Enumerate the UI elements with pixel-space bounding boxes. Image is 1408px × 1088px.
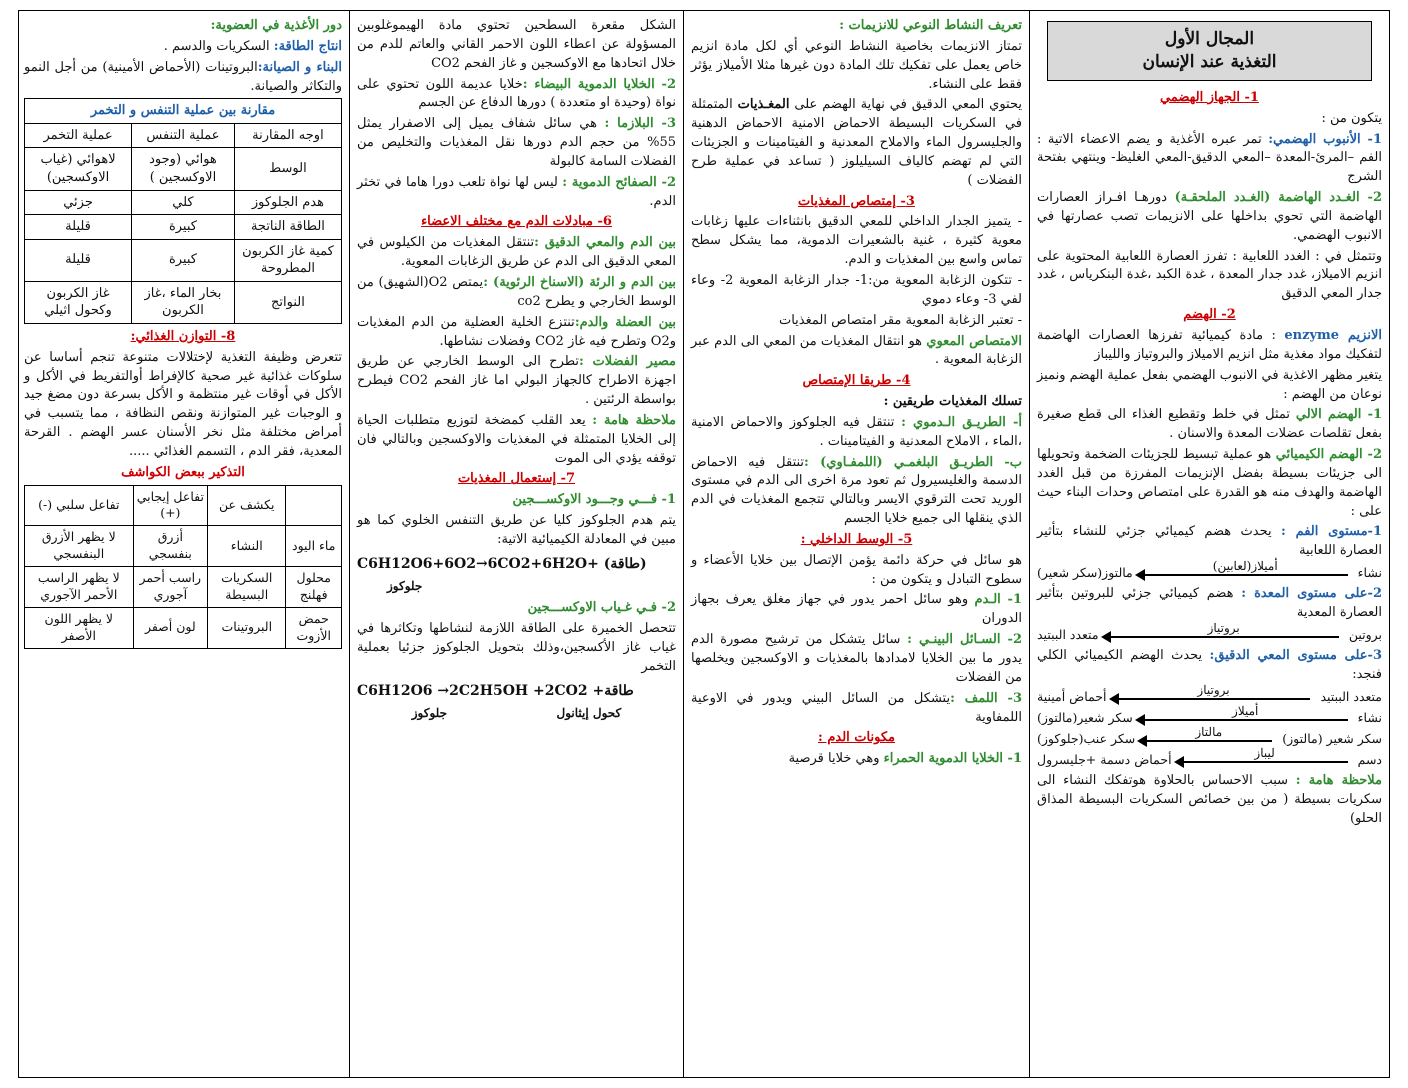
table-row [25,148,342,190]
section-nutrient-use: 7- إستعمال المغذيات [457,471,576,487]
table2-cell: البروتينات [208,607,286,648]
section-blood-components: مكونات الدم : [818,730,895,746]
column-2 [683,11,1029,1077]
platelets-item [357,174,676,212]
stomach-level [1037,585,1382,623]
rx2-enzyme: بروتياز [1207,621,1240,635]
aerobic-text: يتم هدم الجلوكوز كليا عن طريق التنفس الخلوي كما هو مبين في المعادلة الكيميائية الاتية: [357,513,676,547]
equation-fermentation-labels [357,705,676,722]
route-a [691,414,1022,452]
blood-item [691,591,1022,629]
note2-text: يعد القلب كمضخة لتوزيع متطلبات الحياة إلى الخلايا المتمثلة في المغذيات والاوكسجين وبالتالي فان توقفه يؤدي الى الموت [357,412,676,466]
table-row [25,526,342,567]
s1-item1 [1037,131,1382,188]
rx4-arrow [1137,703,1354,725]
ex3-text: تنتزع الخلية العضلية من الدم المغذيات وO2 وتطرح فيه غاز CO2 وفضلات نشاطها. [357,314,676,349]
rx6-enzyme: ليباز [1254,746,1275,761]
ex3-head: بين العضلة والدم: [574,314,677,330]
enzyme-head: الانزيم enzyme [1284,328,1382,343]
ex4-text: تطرح الى الوسط الخارجي عن طريق اجهزة الاطراح كالجهاز البولي اما غاز الفحم CO2 فيطرح بواسطة الرئتين . [357,354,676,408]
rx5-substrate: سكر شعير (مالتوز) [1282,731,1382,746]
mech-text: تمثل في خلط وتقطيع الغذاء الى قطع صغيرة بفعل تقلصات عضلات المعدة والاسنان . [1037,407,1382,442]
intestinal-absorption [691,333,1022,371]
food-balance-text: تتعرض وظيفة التغذية لإختلالات متنوعة تنجم أساسا عن سلوكات غذائية غير صحية كالإفراط أوالتفريط في الأكل و الأكل في أوقات غير منتظمة و الأكل بسرعة دون مضغ جيد و الوجبات غير المتوازنة ونقص النظافة ، مما يتسبب في أمراض مختلفة مثل نخر الأسنان عسر الهضم . القرحة المعدية، فقر الدم ، التسمم الغذائي ..... [24,349,342,459]
ex1-head: بين الدم والمعي الدقيق : [534,235,676,251]
absorption-item-3: - تعتبر الزغابة المعوية مقر امتصاص المغذيات [778,312,1022,328]
intestine-text: يحدث الهضم الكيميائي الكلي فنجد: [1037,648,1382,682]
energy-item [24,38,342,57]
s5-3-head: 3- اللمف : [950,690,1022,706]
note1-head: ملاحظة هامة : [1295,773,1382,789]
note2-head: ملاحظة هامة : [592,412,676,428]
equation-respiration: C6H12O6+6O2→6CO2+6H2O+ (طاقة) [357,555,647,572]
nutrients-text-a: يحتوي المعي الدقيق في نهاية الهضم على [789,97,1022,113]
table2-cell: ماء اليود [286,526,342,567]
rx3-enzyme: بروتياز [1197,682,1230,697]
lymph-item [691,690,1022,728]
table1-cell: غاز الكربون وكحول اثيلي [25,281,132,323]
nutrients-text [691,96,1022,190]
s5-2-text: سائل يتشكل من ترشيح مصورة الدم يدور ما بين الخلايا لامدادها بالمغذيات و الاوكسجين ويخلصها من الفضلات [691,632,1022,685]
rbc-continued: الشكل مقعرة السطحين تحتوي مادة الهيموغلوبين المسؤولة عن اعطاء اللون الاحمر القاني والعاتم للدم من خلال اتحادها مع الاوكسجين و غاز الفحم CO2 [357,18,676,71]
absorption-item-2: - تتكون الزغابة المعوية من:1- جدار الزغابة المعوية 2- وعاء لفي 3- وعاء دموي [691,272,1022,307]
section-food-balance: 8- التوازن الغذائي: [130,328,236,344]
abs-head: الامتصاص المعوي [926,333,1022,349]
intestine-level [1037,647,1382,685]
table2-header-cell: يكشف عن [208,485,286,526]
reaction-5 [1037,725,1382,748]
abs-text: هو انتقال المغذيات من المعي الى الدم عبر الزغابة المعوية . [691,333,1022,368]
route-a-text: تنتقل فيه الجلوكوز والاحماض الامنية ،الماء ، الاملاح المعدنية و الفيتامينات . [691,414,1022,449]
rx6-product: أحماض دسمة +جليسرول [1037,752,1172,768]
rx5-product: سكر عنب(جلوكوز) [1037,731,1136,746]
table-row [25,485,342,526]
title-line1: المجال الأول [1164,29,1255,49]
column-1 [1029,11,1389,1077]
absorption-item-1: - يتميز الجدار الداخلي للمعي الدقيق بانثناءات عليها زغابات معوية كثيرة ، غنية بالشعيرات الدموية، مما يشكل سطح تماس واسع بين المغذيات و الدم. [691,214,1022,268]
table-row [25,123,342,148]
rbc-text: وهي خلايا قرصية [788,751,884,767]
section-absorption-routes: 4- طريقا الإمتصاص [802,373,911,389]
rbc-head: 1- الخلايا الدموية الحمراء [883,751,1022,767]
document-page [18,10,1390,1078]
table2-cell: حمض الأزوت [286,607,342,648]
wbc-text: خلايا عديمة اللون تحتوي على نواة (وحيدة او متعددة ) دورها الدفاع عن الجسم [357,76,676,111]
s1-item1-head: 1- الأنبوب الهضمي: [1268,131,1382,147]
table1-cell: هدم الجلوكوز [234,190,341,215]
note-sweetness [1037,772,1382,829]
table2-cell: راسب أحمر آجوري [133,567,207,608]
title-box [1047,21,1372,81]
rx3-product: أحماض أمينية [1037,688,1107,704]
s1-intro: يتكون من : [1321,110,1382,126]
table-row [25,567,342,608]
title-line2: التغذية عند الإنسان [1142,51,1277,72]
nutrients-word: المغـذيات [737,97,790,113]
section-blood-exchanges: 6- مبادلات الدم مع مختلف الاعضاء [421,214,612,230]
stomach-head: 2-على مستوى المعدة : [1241,586,1382,602]
table2-header-cell: تفاعل سلبي (-) [25,485,134,526]
route-b-head: ب- الطريـق البلغمـي (اللمفـاوي) : [804,454,1022,470]
exchange-2 [357,274,676,312]
eq2-label-ethanol: كحول إيثانول [556,706,622,721]
table2-cell: أزرق بنفسجي [133,526,207,567]
table1-header-cell: اوجه المقارنة [234,123,341,148]
reaction-2 [1037,621,1382,644]
route-b [691,454,1022,529]
table1-cell: كبيرة [132,215,235,240]
build-text: البروتينات (الأحماض الأمينية) من أجل النمو والتكاثر والصيانة. [24,59,342,94]
table2-cell: لا يظهر الراسب الأحمر الآجوري [25,567,134,608]
table-row [25,607,342,648]
rx2-substrate: بروتين [1348,626,1382,642]
table2-header-cell: تفاعل إيجابي (+) [133,485,207,526]
rx5-enzyme: مالتاز [1195,725,1223,740]
enzyme-specificity-text: تمتاز الانزيمات بخاصية النشاط النوعي أي لكل مادة انزيم خاص يعمل على تفكيك تلك المادة دون غيرها مثلا الأميلاز يؤثر فقط على النشاء. [691,38,1022,92]
equation-respiration-label: جلوكوز [387,579,423,594]
mech-digestion [1037,406,1382,444]
rx4-product: سكر شعير(مالتوز) [1037,709,1133,725]
wbc-item [357,76,676,114]
energy-head: انتاج الطاقة: [273,38,342,54]
rx5-arrow [1139,725,1278,746]
mouth-head: 1-مستوى الفم : [1280,524,1382,540]
s1-item2-text2: وتتمثل في : الغدد اللعابية : تفرز العصارة اللعابية المحتوية على انزيم الاميلاز، غدد جدار المعدة ، غدة الكبد ،غدة البنكرياس ، غدد جدار المعي الدقيق [1037,248,1382,302]
intestine-head: 3-على مستوى المعي الدقيق: [1209,648,1382,664]
nutrients-text-c: المتمثلة في السكريات البسيطة الاحماض الامنية الاحماض الدهنية والجليسرول الماء والاملاح المعدنية و الفيتامينات و الجزيئات التي لم تهضم كالياف السيليلوز ( تساعد في عملية طرح الفضلات ) [691,97,1022,188]
section-digestive-system: 1- الجهاز الهضمي [1160,89,1259,105]
table1-cell: جزئي [25,190,132,215]
s1-item1-text: تمر عبره الأغذية و يضم الاعضاء الاتية : الفم –المرئ-المعدة –المعي الدقيق-المعي الغليظ- وينتهي بفتحة الشرج [1037,131,1382,185]
rx1-product: مالتوز(سكر شعير) [1037,565,1133,581]
s1-item2-head: 2- الغـدد الهاضمة (الغـدد الملحقـة) [1174,190,1382,206]
rx3-arrow [1111,682,1317,704]
s1-item2-text: دورهـا افـراز العصارات الهاضمة التي تحوي بداخلها على الانزيمات تصب عصارتها في الانبوب الهضمي. [1037,190,1382,243]
rx2-arrow [1103,621,1345,642]
s5-3-text: يتشكل من السائل البيني ويدور في الاوعية اللمفاوية [691,690,1022,725]
s5-2-head: 2- السـائل البينـي : [907,632,1022,648]
plat-text: ليس لها نواة تلعب دورا هاما في تخثر الدم. [357,174,676,209]
ex4-head: مصير الفضلات : [579,354,676,370]
anaerobic-head: 2- فـي غـياب الاوكســـجين [527,600,676,616]
plasma-item [357,115,676,172]
section-internal-medium: 5- الوسط الداخلي : [800,531,913,547]
waste-fate [357,353,676,410]
table1-cell: كبيرة [132,239,235,281]
table-row [25,281,342,323]
section-digestion: 2- الهضم [1183,307,1236,323]
table1-cell: الطاقة الناتجة [234,215,341,240]
note1-text: سبب الاحساس بالحلاوة هوتفكك النشاء الى سكريات بسيطة ( من بين خصائص السكريات البسيطة المذاق الحلو) [1037,773,1382,826]
reaction-3 [1037,682,1382,706]
build-item [24,59,342,97]
table-row [25,215,342,240]
table1-caption: مقارنة بين عملية التنفس و التخمر [25,99,342,124]
internal-medium-text: هو سائل في حركة دائمة يؤمن الإتصال بين خلايا الأعضاء و سطوح التبادل و يتكون من : [691,552,1022,587]
enzyme-def [1037,327,1382,365]
exchange-3 [357,314,676,352]
rx4-enzyme: أميلاز [1232,703,1259,718]
section-absorption: 3- إمتصاص المغذيات [798,193,915,209]
chem-text: هو عملية تبسيط للجزيئات الضخمة وتحويلها الى جزيئات بسيطة بفضل الإنزيمات المفرزة من قبل الغدد الهاضمة والهدف منه هو القدرة على امتصاص وحدات البناء حيث على : [1037,447,1382,519]
absorption-item-2-text: تتكون الزغابة المعوية من:1- جدار الزغابة المعوية 2- وعاء لفي 3- وعاء دموي [691,272,1022,307]
rx1-arrow [1137,559,1354,580]
s5-1-head: 1- الـدم [974,592,1022,608]
table1-cell: قليلة [25,215,132,240]
table1-cell: قليلة [25,239,132,281]
reaction-6 [1037,746,1382,769]
enzyme-text: : مادة كيميائية تفرزها العصارات الهاضمة لتفكيك مواد مغذية مثل انزيم الاميلاز والبروتياز والليباز [1037,328,1382,362]
table2-cell: لا يظهر الأزرق البنفسجي [25,526,134,567]
table1-header-cell: عملية التنفس [132,123,235,148]
table2-cell: السكريات البسيطة [208,567,286,608]
column-3 [349,11,683,1077]
table2-cell: لون أصفر [133,607,207,648]
table1-cell: كلي [132,190,235,215]
wbc-head: 2- الخلايا الدموية البيضاء : [522,76,676,92]
absorption-item-3-text: تعتبر الزغابة المعوية مقر امتصاص المغذيات [778,312,1014,328]
table1-cell: الوسط [234,148,341,190]
table1-cell: بخار الماء ،غاز الكربون [132,281,235,323]
table2-header-cell [286,485,342,526]
reaction-1 [1037,559,1382,582]
ex2-text: يمتص O2(الشهيق) من الوسط الخارجي و يطرح co2 [357,274,676,309]
section-reagents: التذكير ببعض الكواشف [121,464,245,480]
rx2-product: متعدد الببتيد [1037,626,1099,642]
route-a-head: أ- الطريـق الـدموي : [901,414,1022,430]
table1-cell: كمية غاز الكربون المطروحة [234,239,341,281]
stomach-text: هضم كيميائي جزئي للبروتين بتأثير العصارة المعدية [1037,586,1382,621]
ex2-head: بين الدم و الرئة (الاسناخ الرئوية) : [483,274,676,290]
build-head: البناء و الصيانة: [257,59,342,75]
plasma-text: هي سائل شفاف يميل إلى الاصفرار يمثل 55% من حجم الدم دورها نقل المغذيات والتخليص من الفضلات السامة كالبولة [357,116,676,169]
routes-intro: تسلك المغذيات طريقين : [883,394,1022,410]
rx1-substrate: نشاء [1357,565,1382,581]
eq2-label-glucose: جلوكوز [411,706,448,721]
rx4-substrate: نشاء [1357,709,1382,725]
s5-1-text: وهو سائل احمر يدور في جهاز مغلق يعرف بجهاز الدوران [691,592,1022,627]
rx6-arrow [1176,746,1354,767]
comparison-table [24,98,342,323]
absorption-item-1-text: يتميز الجدار الداخلي للمعي الدقيق بانثناءات عليها زغابات معوية كثيرة ، غنية بالشعيرات الدموية، مما يشكل سطح تماس واسع بين المغذيات و الدم. [691,214,1022,268]
digestion-text: يتغير مظهر الاغذية في الانبوب الهضمي بفعل عملية الهضم ونميز نوعان من الهضم : [1037,367,1382,402]
table1-cell: لاهوائي (غياب الاوكسجين) [25,148,132,190]
chem-digestion [1037,446,1382,521]
rx3-substrate: متعدد الببتيد [1320,688,1382,704]
table1-header-cell: عملية التخمر [25,123,132,148]
ex1-text: تنتقل المغذيات من الكيلوس في المعي الدقيق الى الدم عن طريق الزغابات المعوية. [357,235,676,270]
note-heart [357,412,676,469]
reagents-table [24,485,342,649]
chem-head: 2- الهضم الكيميائي [1275,447,1383,463]
enzyme-specificity-head: تعريف النشاط النوعي للانزيمات : [839,18,1022,33]
table1-cell: النواتج [234,281,341,323]
table2-cell: النشاء [208,526,286,567]
aerobic-head: 1- فـــي وجـــود الاوكســـجين [512,492,676,508]
food-role-head: دور الأغذية في العضوية: [210,18,342,33]
equation-fermentation: C6H12O6 →2C2H5OH +2CO2 +طاقة [357,682,634,699]
route-b-text: تنتقل فيه الاحماض الدسمة والغليسيرول ثم تعود مرة اخرى الى الدم في مستوى الوريد تحت الترقوي الايسر وبالتالي تتجمع المغذيات في الدم الذي ينقلها الى جميع خلايا الجسم [691,454,1022,527]
table-row [25,190,342,215]
plat-head: 2- الصفائح الدموية : [562,174,676,190]
column-4 [17,11,349,1077]
mouth-text: يحدث هضم كيميائي جزئي للنشاء بتأثير العصارة اللعابية [1037,524,1382,559]
rx1-enzyme: أميلاز(لعابين) [1212,559,1278,574]
anaerobic-text: تتحصل الخميرة على الطاقة اللازمة لنشاطها وتكاثرها في غياب غاز الأكسجين،وذلك بتحويل الجلوكوز جزئيا بعملية التخمر [357,621,676,674]
table1-cell: هوائي (وجود الاوكسجين ) [132,148,235,190]
rbc-item [691,750,1022,769]
table-row [25,239,342,281]
mech-head: 1- الهضم الالي [1295,407,1383,423]
table2-cell: لا يظهر اللون الأصفر [25,607,134,648]
exchange-1 [357,234,676,272]
interstitial-item [691,631,1022,688]
energy-text: السكريات والدسم . [163,38,274,54]
rx6-substrate: دسم [1357,752,1382,768]
table2-cell: محلول فهلنج [286,567,342,608]
plasma-head: 3- البلازما : [604,116,676,132]
mouth-level [1037,523,1382,561]
s1-item2 [1037,189,1382,246]
table1-caption-row [25,99,342,124]
